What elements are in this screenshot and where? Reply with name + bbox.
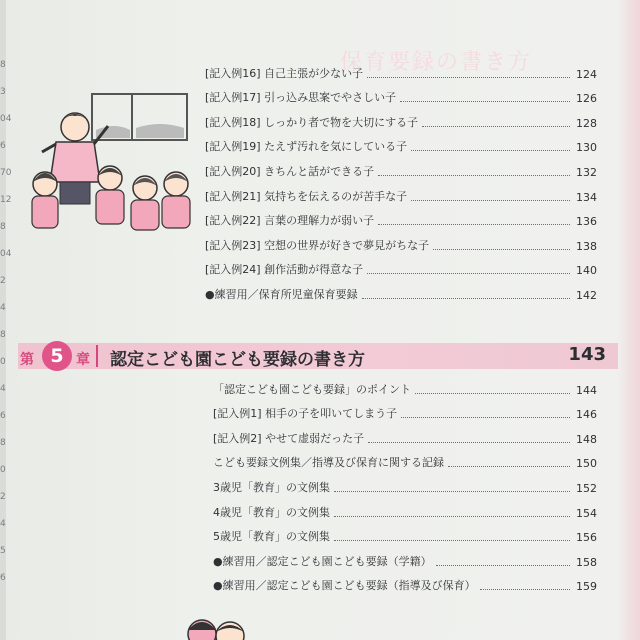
toc-entry-label: [記入例23] 空想の世界が好きで夢見がちな子 (205, 238, 430, 252)
toc-entry-label: ●練習用／認定こども園こども要録（学籍） (213, 554, 432, 568)
toc-entry (205, 208, 597, 233)
chapter-title: 認定こども園こども要録の書き方 (110, 350, 365, 370)
edge-fragment: 8 (0, 438, 6, 448)
toc-leader-dots (362, 298, 570, 299)
toc-leader-dots (411, 150, 570, 151)
toc-entry-page: 148 (576, 432, 597, 446)
chapter-number-badge: 5 (42, 341, 72, 371)
toc-entry-label: [記入例18] しっかり者で物を大切にする子 (205, 115, 419, 129)
edge-fragment: 04 (0, 249, 12, 259)
toc-entry-page: 130 (576, 141, 597, 155)
toc-leader-dots (415, 393, 570, 394)
bleed-through-text: 保育要録の書き方 (340, 50, 533, 75)
toc-section-upper (205, 60, 597, 306)
edge-fragment: 4 (0, 384, 6, 394)
toc-entry-label: [記入例20] きちんと話ができる子 (205, 164, 375, 178)
toc-leader-dots (367, 273, 570, 274)
edge-fragment: 3 (0, 87, 6, 97)
toc-leader-dots (401, 417, 570, 418)
toc-leader-dots (411, 200, 570, 201)
children-heads-illustration (180, 612, 270, 640)
toc-entry-label: [記入例21] 気持ちを伝えるのが苦手な子 (205, 189, 408, 203)
toc-entry (213, 401, 597, 426)
toc-entry-page: 132 (576, 165, 597, 179)
toc-entry (205, 60, 597, 85)
edge-fragment: 2 (0, 492, 6, 502)
toc-entry (205, 85, 597, 110)
toc-leader-dots (367, 77, 570, 78)
edge-fragment: 12 (0, 195, 12, 205)
toc-leader-dots (334, 516, 570, 517)
toc-leader-dots (334, 491, 570, 492)
teacher-children-illustration (20, 92, 205, 242)
toc-entry (213, 425, 597, 450)
toc-entry (205, 232, 597, 257)
edge-fragment: 4 (0, 519, 6, 529)
chapter-lead: 第 (20, 352, 34, 368)
toc-entry-label: ●練習用／保育所児童保育要録 (205, 287, 358, 301)
toc-leader-dots (378, 224, 570, 225)
previous-page-edge (0, 60, 12, 640)
toc-entry-page: 134 (576, 190, 597, 204)
toc-entry-page: 154 (576, 506, 597, 520)
toc-leader-dots (480, 589, 570, 590)
toc-leader-dots (400, 101, 570, 102)
toc-entry-page: 124 (576, 67, 597, 81)
edge-fragment: 6 (0, 573, 6, 583)
toc-entry-label: [記入例22] 言葉の理解力が弱い子 (205, 214, 375, 228)
toc-entry-page: 142 (576, 288, 597, 302)
toc-entry-page: 152 (576, 481, 597, 495)
toc-entry-page: 136 (576, 215, 597, 229)
toc-entry-label: 「認定こども園こども要録」のポイント (213, 382, 411, 396)
toc-entry-page: 144 (576, 383, 597, 397)
toc-leader-dots (422, 126, 570, 127)
toc-section-lower (213, 376, 597, 597)
toc-entry (213, 450, 597, 475)
toc-entry-label: [記入例19] たえず汚れを気にしている子 (205, 140, 408, 154)
toc-entry (205, 109, 597, 134)
edge-fragment: 4 (0, 303, 6, 313)
toc-entry (205, 158, 597, 183)
edge-fragment: 70 (0, 168, 12, 178)
toc-entry (213, 376, 597, 401)
toc-entry-label: [記入例17] 引っ込み思案でやさしい子 (205, 91, 397, 105)
toc-entry-page: 128 (576, 116, 597, 130)
edge-fragment: 8 (0, 60, 6, 70)
toc-entry-label: 5歳児「教育」の文例集 (213, 530, 330, 544)
toc-leader-dots (378, 175, 570, 176)
page-edge-tint (616, 0, 640, 640)
toc-entry (213, 499, 597, 524)
toc-entry-label: [記入例24] 創作活動が得意な子 (205, 263, 364, 277)
toc-entry-label: 3歳児「教育」の文例集 (213, 480, 330, 494)
edge-fragment: 0 (0, 357, 6, 367)
toc-entry (213, 524, 597, 549)
toc-leader-dots (436, 565, 570, 566)
toc-leader-dots (368, 442, 570, 443)
toc-entry-label: 4歳児「教育」の文例集 (213, 505, 330, 519)
chapter-header (18, 336, 618, 376)
chapter-separator (96, 345, 98, 367)
toc-entry-page: 156 (576, 531, 597, 545)
toc-entry (205, 281, 597, 306)
edge-fragment: 5 (0, 546, 6, 556)
edge-fragment: 8 (0, 330, 6, 340)
toc-entry (213, 474, 597, 499)
chapter-tail: 章 (76, 352, 90, 368)
edge-fragment: 8 (0, 222, 6, 232)
toc-entry-page: 140 (576, 264, 597, 278)
toc-entry-label: ●練習用／認定こども園こども要録（指導及び保育） (213, 579, 476, 593)
toc-entry-page: 138 (576, 239, 597, 253)
toc-entry-page: 126 (576, 92, 597, 106)
toc-leader-dots (334, 540, 570, 541)
toc-entry-label: [記入例2] やせて虚弱だった子 (213, 431, 365, 445)
edge-fragment: 6 (0, 141, 6, 151)
toc-leader-dots (448, 466, 570, 467)
edge-fragment: 04 (0, 114, 12, 124)
toc-entry (213, 573, 597, 598)
toc-entry (205, 134, 597, 159)
toc-entry-page: 146 (576, 408, 597, 422)
toc-entry-label: [記入例16] 自己主張が少ない子 (205, 66, 364, 80)
edge-fragment: 6 (0, 411, 6, 421)
toc-entry-label: こども要録文例集／指導及び保育に関する記録 (213, 456, 444, 470)
toc-entry (205, 183, 597, 208)
toc-entry (213, 548, 597, 573)
toc-entry-label: [記入例1] 相手の子を叩いてしまう子 (213, 407, 398, 421)
toc-entry-page: 159 (576, 580, 597, 594)
toc-leader-dots (433, 249, 570, 250)
edge-fragment: 0 (0, 465, 6, 475)
toc-entry-page: 150 (576, 457, 597, 471)
toc-entry-page: 158 (576, 555, 597, 569)
toc-entry (205, 257, 597, 282)
chapter-page-number: 143 (568, 344, 606, 365)
edge-fragment: 2 (0, 276, 6, 286)
